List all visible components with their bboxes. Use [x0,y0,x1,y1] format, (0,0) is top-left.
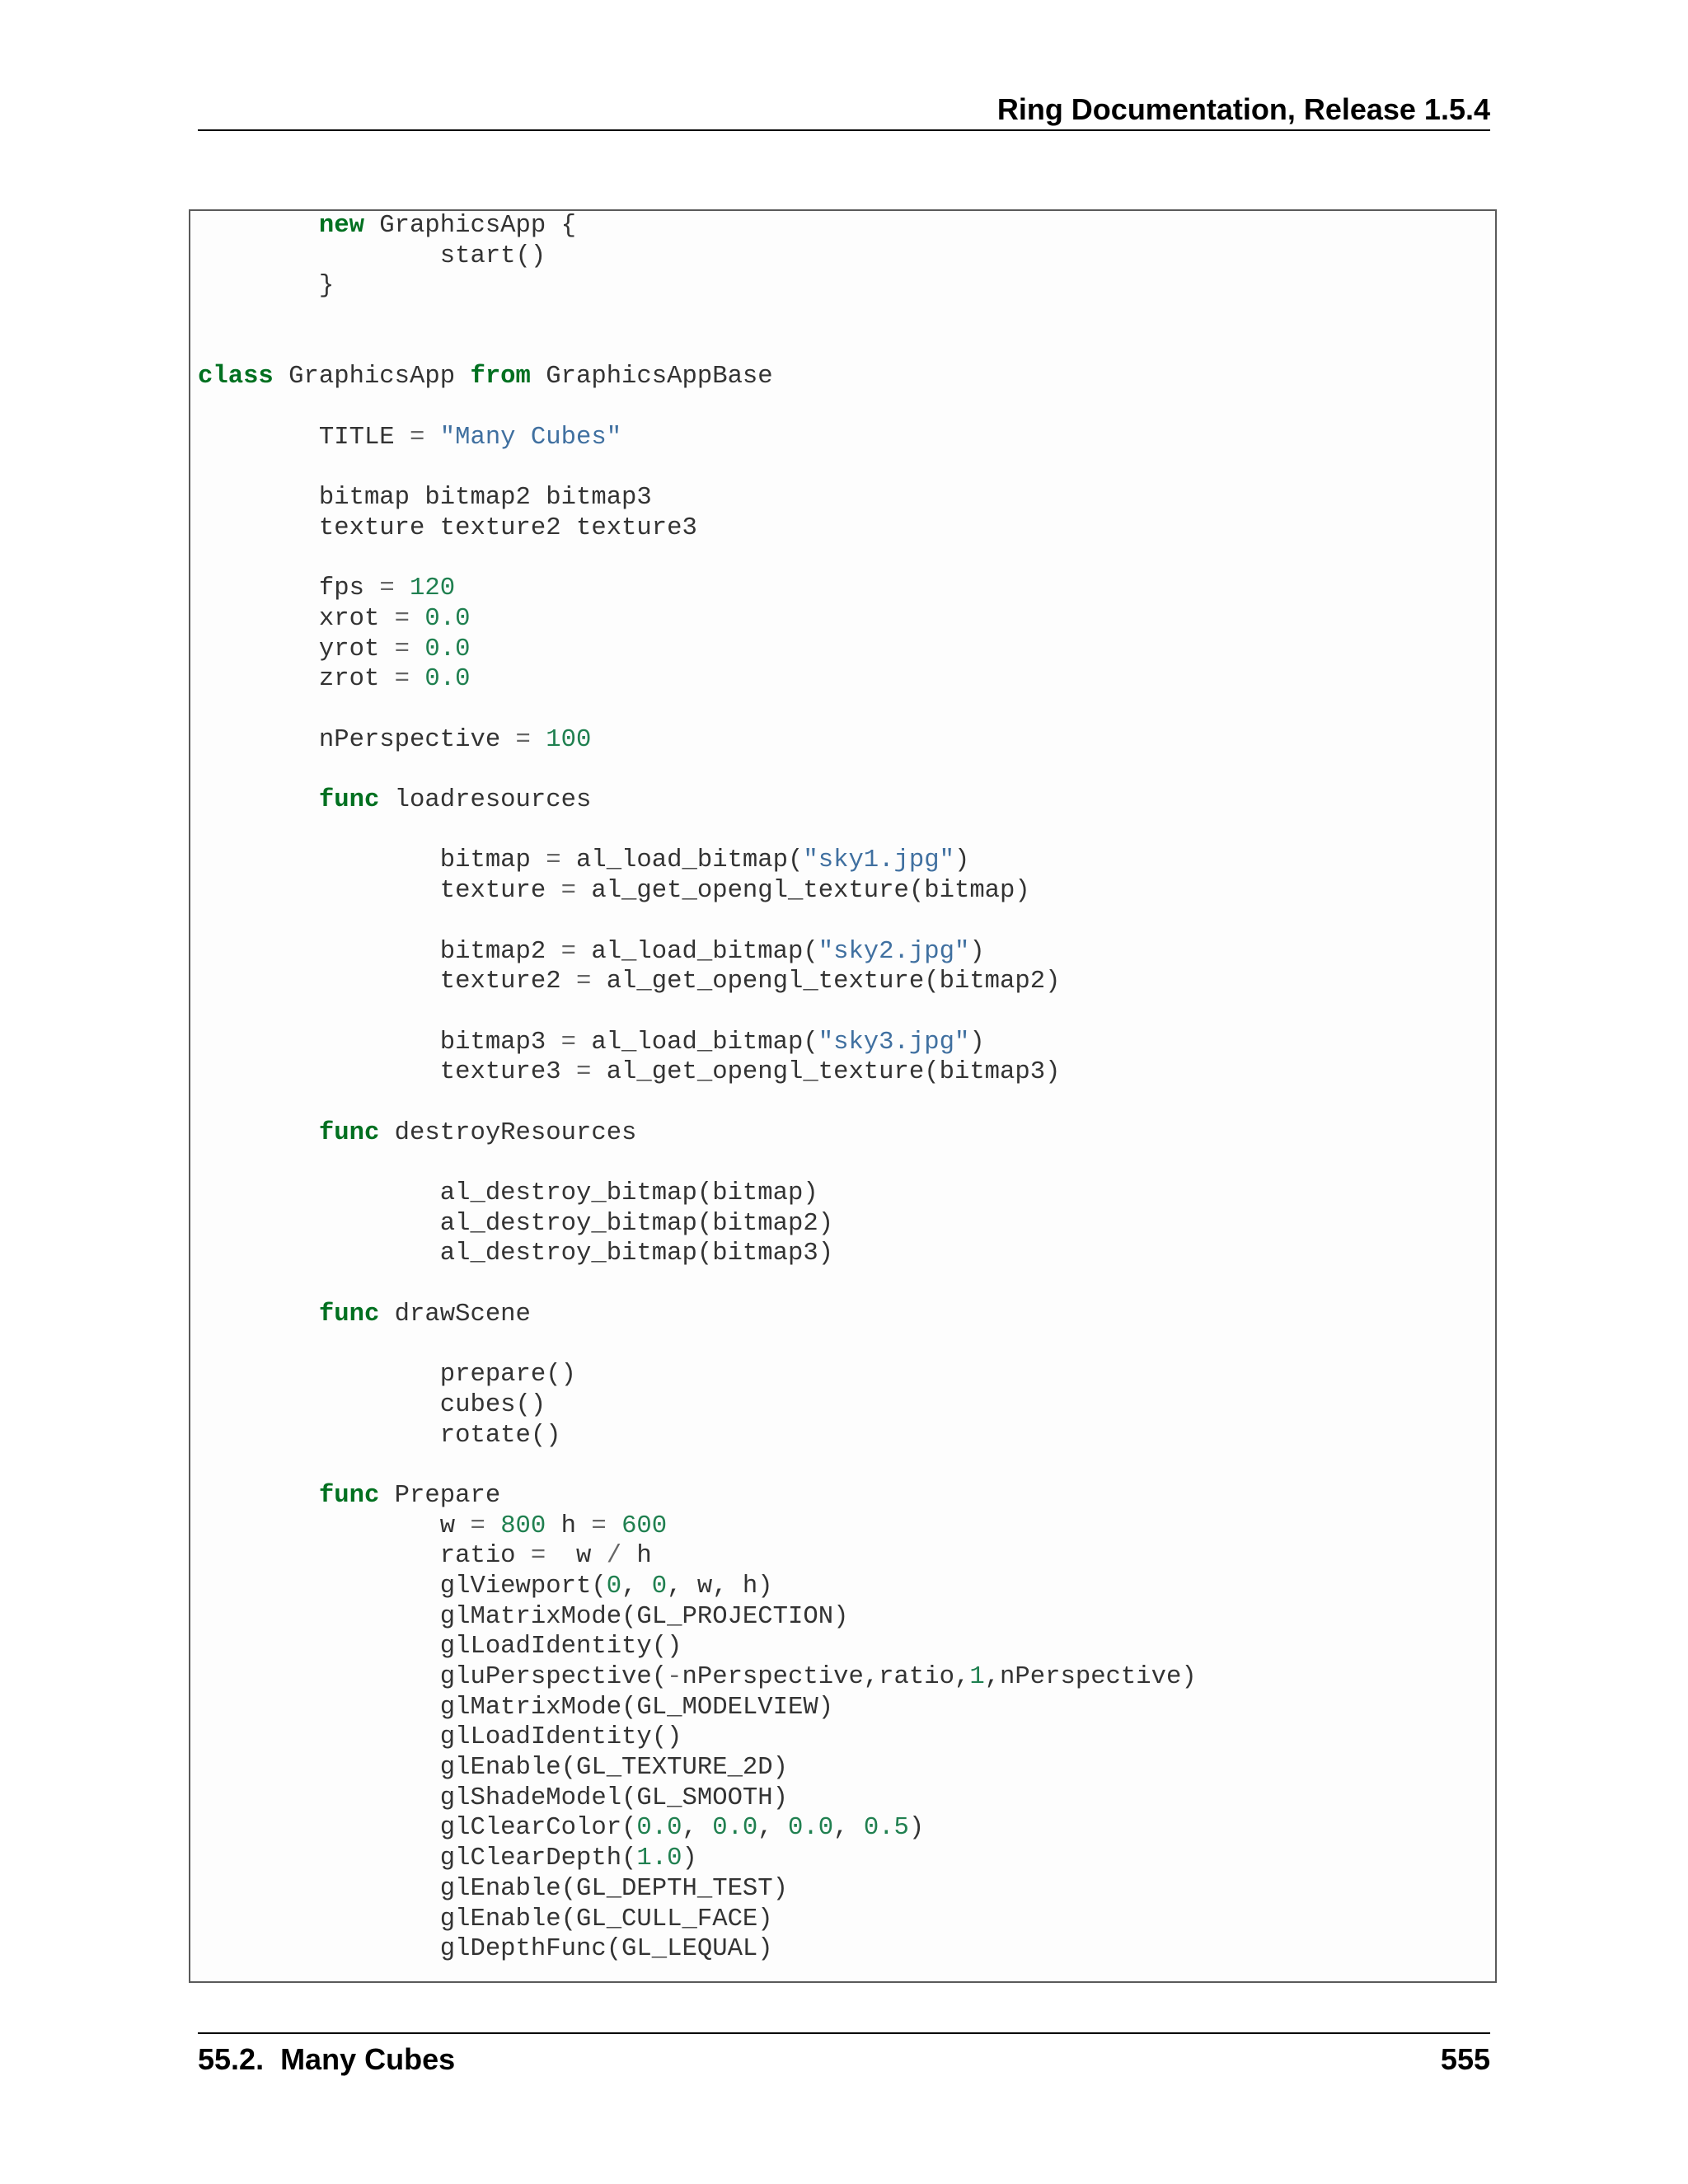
code-line [198,876,1197,907]
code-token-op: = [575,968,592,996]
code-token [198,1119,319,1147]
code-token: al_load_bitmap( [575,1028,818,1057]
code-line [198,1088,1197,1118]
code-token: glLoadIdentity() [198,1723,682,1752]
code-token-op: = [560,877,576,906]
code-token-op: / [606,1542,622,1571]
code-token: texture texture2 texture3 [198,513,697,542]
code-line [198,241,1197,272]
code-token-op: = [394,635,410,663]
code-token: glEnable(GL_TEXTURE_2D) [198,1754,789,1783]
footer-section-title: 55.2. Many Cubes [198,2042,456,2076]
code-line [198,1541,1197,1572]
code-token-kw: new [318,212,364,240]
code-token-str: "Many Cubes" [439,423,622,452]
code-line [198,1844,1197,1874]
code-line [198,755,1197,785]
code-token [198,212,319,240]
code-token-kw: from [470,363,531,391]
code-line [198,1572,1197,1602]
code-token-num: 1.0 [636,1844,682,1873]
code-token: ) [954,846,970,875]
code-line [198,1481,1197,1511]
code-token: h [621,1542,652,1571]
code-token [395,574,410,602]
code-token: glClearDepth( [198,1844,637,1873]
code-token: GraphicsApp { [363,212,576,240]
code-token-num: 600 [621,1511,668,1540]
code-token-kw: func [318,1300,380,1329]
code-token-op: = [379,574,395,603]
code-token: zrot [198,665,395,694]
code-token: ) [682,1844,697,1873]
code-token-op: = [410,423,425,452]
code-token: loadresources [379,786,592,815]
code-line [198,211,1197,241]
code-line [198,1118,1197,1149]
code-token-op: = [394,604,410,633]
code-token: start() [198,241,546,270]
code-token: texture2 [198,968,576,996]
code-token [198,786,319,814]
code-token: gluPerspective( [198,1663,668,1691]
code-token [607,1512,621,1540]
code-token-str: "sky3.jpg" [818,1028,970,1057]
code-line [198,271,1197,302]
code-line [198,513,1197,544]
code-line [198,1874,1197,1905]
code-token: glClearColor( [198,1814,637,1843]
code-token: glEnable(GL_DEPTH_TEST) [198,1874,789,1903]
code-line [198,332,1197,363]
code-token: , [682,1814,713,1843]
code-token: GraphicsApp [273,363,471,391]
code-line [198,1813,1197,1844]
code-token-op: = [470,1511,485,1540]
code-token: rotate() [198,1421,561,1450]
code-token: cubes() [198,1390,546,1419]
code-token-str: "sky1.jpg" [803,846,954,875]
footer-divider [198,2032,1490,2034]
code-line [198,1753,1197,1783]
code-line [198,302,1197,332]
code-token-num: 100 [546,725,592,754]
code-line [198,574,1197,604]
code-token: , w, h) [667,1572,773,1601]
code-token: al_get_opengl_texture(bitmap3) [591,1058,1061,1087]
code-token: yrot [198,635,395,663]
code-line [198,1329,1197,1360]
code-token: bitmap2 [198,937,561,966]
code-token: ) [969,937,985,966]
code-token-num: 0.0 [424,635,471,663]
code-token [485,1512,500,1540]
code-token-num: 0.0 [788,1814,834,1843]
code-token-num: 0.5 [863,1814,909,1843]
code-token: ) [908,1814,925,1843]
code-line [198,967,1197,997]
code-line [198,1028,1197,1058]
code-token: } [198,272,335,301]
code-token: nPerspective,ratio, [682,1663,970,1691]
code-token: Prepare [379,1481,501,1510]
code-token [410,665,424,693]
code-token: bitmap3 [198,1028,561,1057]
code-line [198,1783,1197,1814]
code-token-num: 0.0 [636,1814,682,1843]
code-token: , [621,1572,652,1601]
code-token: glLoadIdentity() [198,1633,682,1661]
code-token: al_get_opengl_texture(bitmap) [575,877,1030,906]
code-line [198,1632,1197,1662]
code-token: al_destroy_bitmap(bitmap) [198,1179,818,1207]
code-token: al_load_bitmap( [575,937,818,966]
code-line [198,544,1197,574]
code-token: destroyResources [379,1118,637,1147]
code-token-num: 0 [651,1572,668,1601]
code-token [531,726,546,754]
code-token-op: = [560,937,576,966]
code-token-num: 800 [500,1511,546,1540]
code-token [198,1301,319,1329]
code-line [198,483,1197,513]
code-token-op: - [667,1663,682,1691]
code-line [198,1693,1197,1723]
code-token-kw: func [318,786,380,815]
code-token: w [546,1542,607,1571]
code-line [198,1269,1197,1300]
code-line [198,1148,1197,1179]
code-line [198,725,1197,756]
code-token: al_destroy_bitmap(bitmap3) [198,1240,834,1268]
code-token: h [546,1511,592,1540]
code-token-op: = [591,1511,607,1540]
code-token-num: 0.0 [424,665,471,694]
code-line [198,1662,1197,1693]
page-header-title: Ring Documentation, Release 1.5.4 [996,92,1490,126]
code-line [198,664,1197,695]
code-line [198,1934,1197,1965]
code-token-op: = [560,1028,576,1057]
code-token: fps [198,574,380,603]
code-token: GraphicsAppBase [530,363,773,391]
code-token: bitmap [198,846,546,875]
code-line [198,635,1197,665]
code-token: ) [969,1028,985,1057]
code-token [410,635,424,663]
code-token: prepare() [198,1361,576,1390]
code-token: , [833,1814,864,1843]
code-line [198,423,1197,453]
code-token-num: 0 [606,1572,622,1601]
code-token [198,1482,319,1510]
code-token: nPerspective [198,725,516,754]
code-token: glViewport( [198,1572,607,1601]
code-token: texture3 [198,1058,576,1087]
code-line [198,1421,1197,1451]
code-token-num: 0.0 [712,1814,758,1843]
code-token: al_destroy_bitmap(bitmap2) [198,1209,834,1238]
code-token: glEnable(GL_CULL_FACE) [198,1905,773,1933]
code-line [198,453,1197,484]
code-token [424,424,439,452]
code-line [198,846,1197,876]
code-block [198,211,1197,1965]
code-token-num: 120 [410,574,456,603]
code-token-op: = [546,846,561,875]
code-line [198,1451,1197,1481]
footer-page-number: 555 [1440,2042,1490,2076]
code-token-op: = [515,725,531,754]
code-token: TITLE [198,423,410,452]
code-line [198,937,1197,968]
code-line [198,1057,1197,1088]
code-token: glMatrixMode(GL_PROJECTION) [198,1602,849,1631]
code-line [198,1300,1197,1330]
code-token-num: 0.0 [424,604,471,633]
code-token: al_get_opengl_texture(bitmap2) [591,968,1061,996]
code-line [198,1179,1197,1209]
code-line [198,1239,1197,1269]
code-token [410,605,424,633]
code-line [198,1511,1197,1542]
code-token: , [757,1814,789,1843]
code-token-kw: func [318,1118,380,1147]
code-line [198,1905,1197,1935]
code-line [198,997,1197,1028]
code-line [198,1390,1197,1421]
code-token-op: = [575,1058,592,1087]
code-token-str: "sky2.jpg" [818,937,970,966]
code-line [198,816,1197,846]
code-token-op: = [394,665,410,694]
code-line [198,362,1197,392]
code-token-op: = [530,1542,546,1571]
code-line [198,1602,1197,1633]
code-token: texture [198,877,561,906]
code-token: xrot [198,604,395,633]
code-token-num: 1 [969,1663,985,1691]
code-line [198,604,1197,635]
code-line [198,1360,1197,1390]
code-token: glShadeModel(GL_SMOOTH) [198,1783,789,1812]
code-line [198,907,1197,937]
code-token: ratio [198,1542,531,1571]
code-line [198,1722,1197,1753]
code-token: ,nPerspective) [984,1663,1197,1691]
code-token-kw: func [318,1481,380,1510]
header-divider [198,129,1490,131]
code-token-kw: class [198,363,274,391]
code-line [198,1209,1197,1240]
code-line [198,785,1197,816]
code-token: glMatrixMode(GL_MODELVIEW) [198,1693,834,1722]
code-token: drawScene [379,1300,531,1329]
code-line [198,392,1197,423]
code-token: bitmap bitmap2 bitmap3 [198,484,652,513]
code-token: glDepthFunc(GL_LEQUAL) [198,1935,773,1964]
code-line [198,695,1197,725]
code-token: al_load_bitmap( [560,846,804,875]
code-token: w [198,1511,471,1540]
